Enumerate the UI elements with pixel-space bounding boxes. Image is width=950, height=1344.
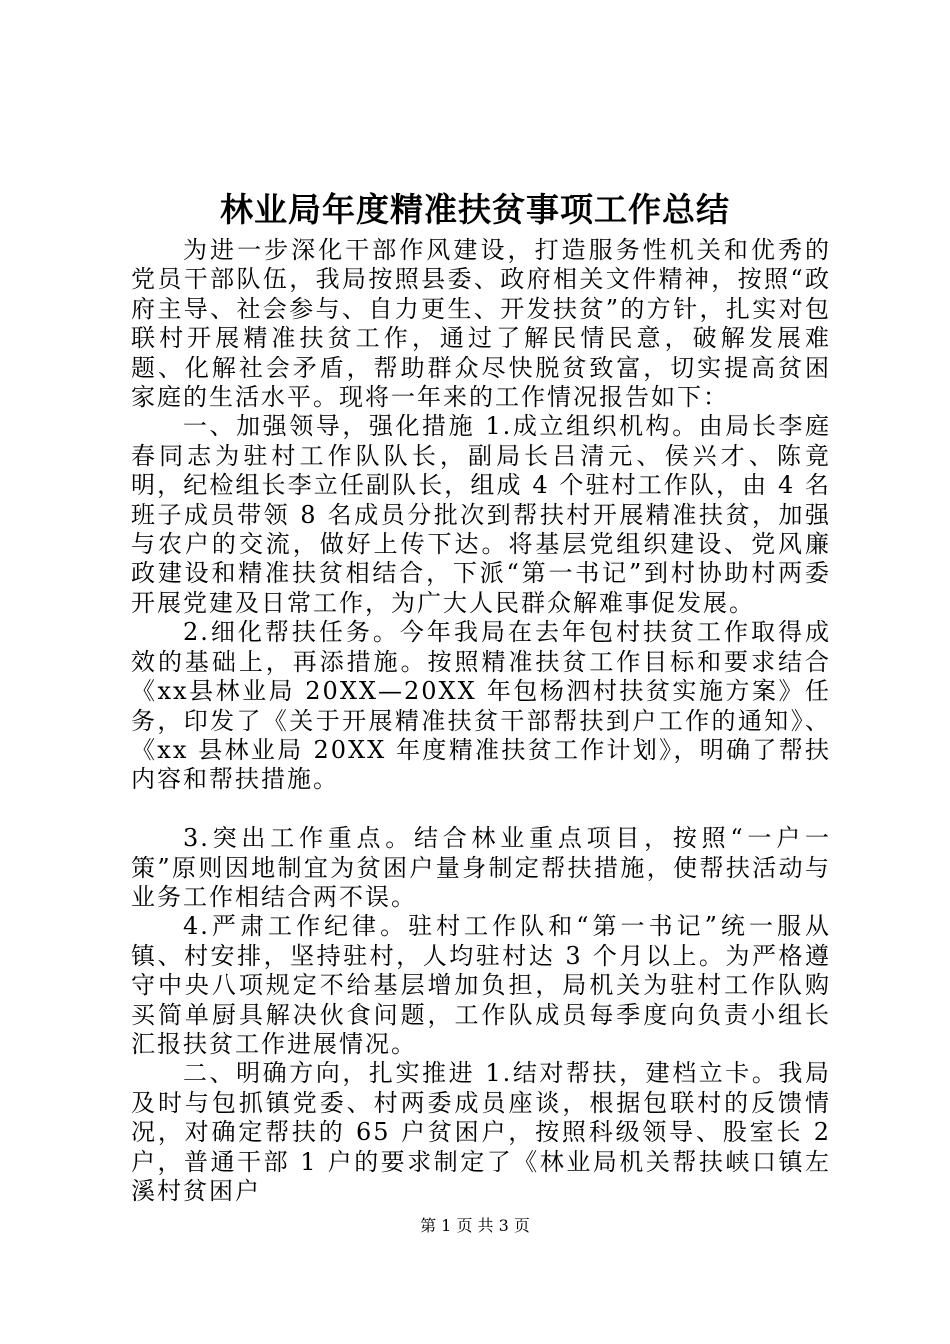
paragraph-section-2: 二、明确方向，扎实推进 1.结对帮扶，建档立卡。我局及时与包抓镇党委、村两委成员座谈，根据包联村的反馈情况，对确定帮扶的 65 户贫困户，按照科级领导、股室长 2 户，普通干部 1 户的要求制定了《林业局机关帮扶峡口镇左溪村贫困户 [131,1059,831,1205]
paragraph-key-focus: 3.突出工作重点。结合林业重点项目，按照“一户一策”原则因地制宜为贫困户量身制定帮扶措施，使帮扶活动与业务工作相结合两不误。 [131,824,831,911]
paragraph-intro: 为进一步深化干部作风建设，打造服务性机关和优秀的党员干部队伍，我局按照县委、政府相关文件精神，按照“政府主导、社会参与、自力更生、开发扶贫”的方针，扎实对包联村开展精准扶贫工作，通过了解民情民意，破解发展难题、化解社会矛盾，帮助群众尽快脱贫致富，切实提高贫困家庭的生活水平。现将一年来的工作情况报告如下： [131,236,831,412]
page-number-footer: 第 1 页 共 3 页 [420,1216,530,1235]
document-body [131,236,831,1206]
paragraph-task-refine: 2.细化帮扶任务。今年我局在去年包村扶贫工作取得成效的基础上，再添措施。按照精准扶贫工作目标和要求结合《xx县林业局 20XX—20XX 年包杨泗村扶贫实施方案》任务，印发了《关于开展精准扶贫干部帮扶到户工作的通知》、《xx 县林业局 20XX 年度精准扶贫工作计划》，明确了帮扶内容和帮扶措施。 [131,618,831,794]
paragraph-discipline: 4.严肃工作纪律。驻村工作队和“第一书记”统一服从镇、村安排，坚持驻村，人均驻村达 3 个月以上。为严格遵守中央八项规定不给基层增加负担，局机关为驻村工作队购买简单厨具解决伙食问题，工作队成员每季度向负责小组长汇报扶贫工作进展情况。 [131,912,831,1058]
document-title: 林业局年度精准扶贫事项工作总结 [220,190,730,229]
paragraph-section-1: 一、加强领导，强化措施 1.成立组织机构。由局长李庭春同志为驻村工作队队长，副局长吕清元、侯兴才、陈竟明，纪检组长李立任副队长，组成 4 个驻村工作队，由 4 名班子成员带领 8 名成员分批次到帮扶村开展精准扶贫，加强与农户的交流，做好上传下达。将基层党组织建设、党风廉政建设和精准扶贫相结合，下派“第一书记”到村协助村两委开展党建及日常工作，为广大人民群众解难事促发展。 [131,412,831,617]
